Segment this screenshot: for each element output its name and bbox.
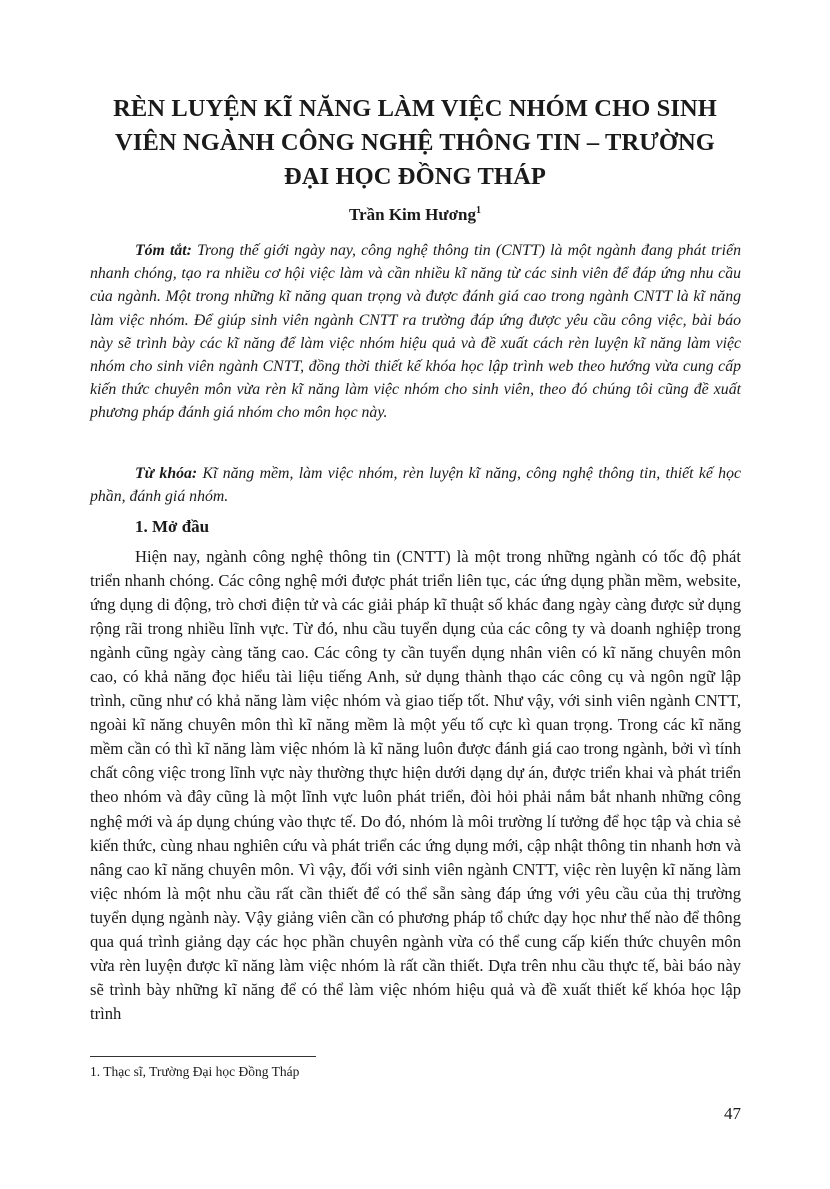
paper-title: RÈN LUYỆN KĨ NĂNG LÀM VIỆC NHÓM CHO SINH VIÊN NGÀNH CÔNG NGHỆ THÔNG TIN – TRƯỜNG ĐẠI HỌC ĐỒNG THÁP	[113, 95, 717, 190]
section-heading: 1. Mở đầu	[135, 517, 210, 536]
abstract-label: Tóm tắt:	[135, 242, 192, 259]
page-number: 47	[724, 1104, 741, 1123]
footnote: 1. Thạc sĩ, Trường Đại học Đồng Tháp	[90, 1064, 300, 1079]
author-footnote-mark: 1	[475, 205, 481, 216]
author-line	[90, 200, 740, 226]
keywords-text: Kĩ năng mềm, làm việc nhóm, rèn luyện kĩ năng, công nghệ thông tin, thiết kế học phần, đánh giá nhóm.	[90, 465, 741, 506]
abstract-text: Trong thế giới ngày nay, công nghệ thông tin (CNTT) là một ngành đang phát triển nhanh chóng, tạo ra nhiều cơ hội việc làm và cần nhiều kĩ năng từ các sinh viên để đáp ứng nhu cầu của ngành. Một trong những kĩ năng quan trọng và được đánh giá cao trong ngành CNTT là kĩ năng làm việc nhóm. Để giúp sinh viên ngành CNTT ra trường đáp ứng được yêu cầu công việc, bài báo này sẽ trình bày các kĩ năng để làm việc nhóm hiệu quả và đề xuất cách rèn luyện kĩ năng làm việc nhóm cho sinh viên ngành CNTT, đồng thời thiết kế khóa học lập trình web theo hướng vừa cung cấp kiến thức chuyên môn vừa rèn kĩ năng làm việc nhóm cho sinh viên, theo đó chúng tôi cũng đề xuất phương pháp đánh giá nhóm cho môn học này.	[90, 242, 741, 422]
footnote-divider	[90, 1056, 316, 1057]
keywords-label: Từ khóa:	[135, 465, 198, 482]
body-paragraph: Hiện nay, ngành công nghệ thông tin (CNTT) là một trong những ngành có tốc độ phát triển nhanh chóng. Các công nghệ mới được phát triển liên tục, các ứng dụng phần mềm, website, ứng dụng di động, trò chơi điện tử và các giải pháp kĩ thuật số khác đang ngày càng được sử dụng rộng rãi trong nhiều lĩnh vực. Từ đó, nhu cầu tuyển dụng của các công ty và doanh nghiệp trong ngành cũng ngày càng tăng cao. Các công ty cần tuyển dụng nhân viên có kĩ năng chuyên môn cao, có khả năng đọc hiểu tài liệu tiếng Anh, sử dụng thành thạo các công cụ và ngôn ngữ lập trình, cũng như có khả năng làm việc nhóm và giao tiếp tốt. Như vậy, với sinh viên ngành CNTT, ngoài kĩ năng chuyên môn thì kĩ năng mềm là một yếu tố cực kì quan trọng. Trong các kĩ năng mềm cần có thì kĩ năng làm việc nhóm là kĩ năng luôn được đánh giá cao trong ngành, bởi vì tính chất công việc trong lĩnh vực này thường thực hiện dưới dạng dự án, được triển khai và phát triển theo nhóm và đây cũng là một lĩnh vực luôn phát triển, đòi hỏi phải nắm bắt nhanh những công nghệ mới và áp dụng chúng vào thực tế. Do đó, nhóm là môi trường lí tưởng để học tập và chia sẻ kiến thức, cùng nhau nghiên cứu và phát triển các ứng dụng mới, cập nhật thông tin nhanh hơn và nâng cao kĩ năng chuyên môn. Vì vậy, đối với sinh viên ngành CNTT, việc rèn luyện kĩ năng làm việc nhóm là một nhu cầu rất cần thiết để có thể sẵn sàng đáp ứng với yêu cầu của thị trường tuyển dụng ngành này. Vậy giảng viên cần có phương pháp tổ chức dạy học như thế nào để thông qua quá trình giảng dạy các học phần chuyên ngành vừa có thể cung cấp kiến thức chuyên môn vừa rèn luyện được kĩ năng làm việc nhóm là rất cần thiết. Dựa trên nhu cầu thực tế, bài báo này sẽ trình bày những kĩ năng để có thể làm việc nhóm hiệu quả và đề xuất thiết kế khóa học lập trình	[90, 547, 741, 1023]
keywords	[90, 462, 741, 508]
abstract	[90, 239, 741, 425]
author-name: Trần Kim Hương	[349, 205, 476, 224]
